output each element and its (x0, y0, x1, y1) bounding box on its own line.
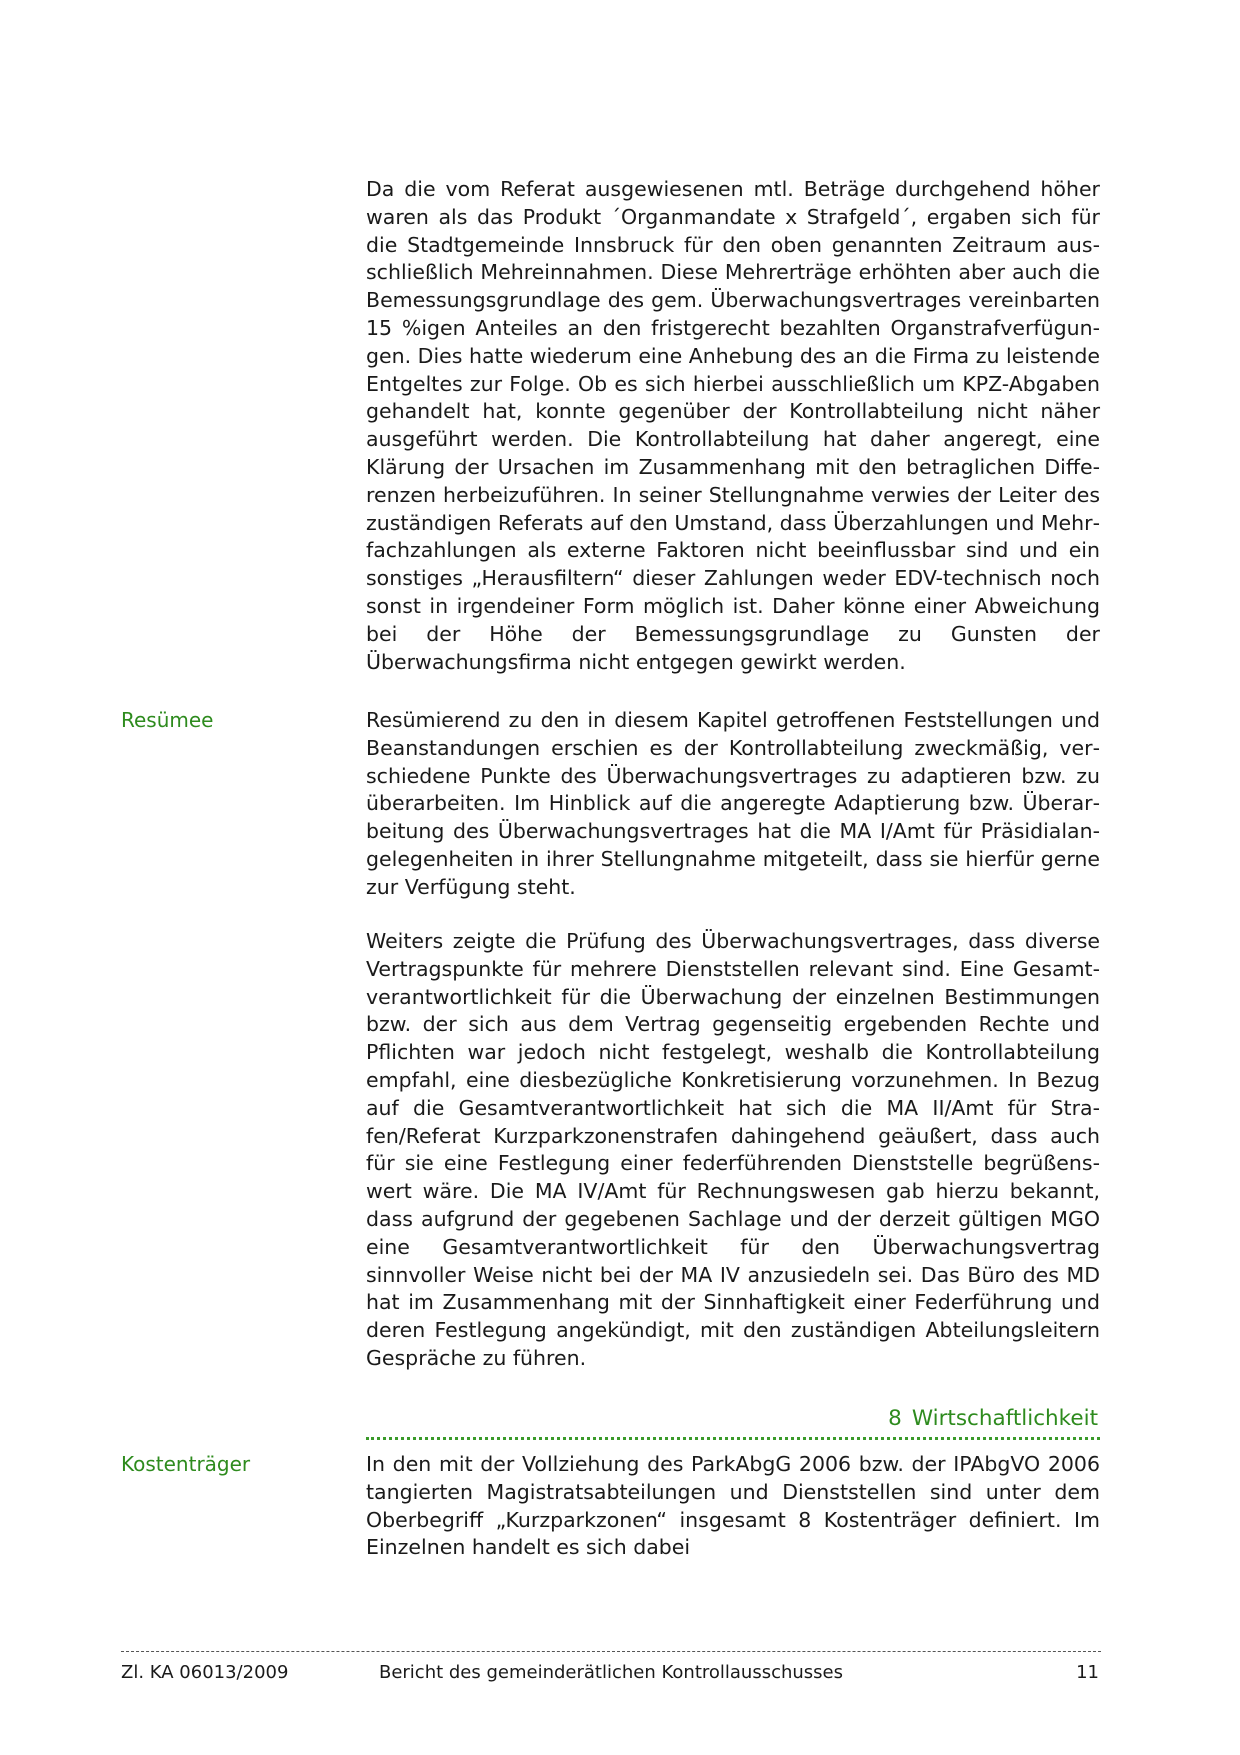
body-column-responsibility (366, 928, 1100, 1373)
paragraph-payments: Da die vom Referat ausgewiesenen mtl. Beträge durchgehend höher waren als das Produkt ´Organmandate x Strafgeld´, ergaben sich für die Stadtgemeinde Innsbruck für den oben genannten Zeitraum ausschließlich Mehreinnahmen. Diese Mehrerträge erhöhten aber auch die Bemessungsgrundlage des gem. Überwachungsvertrages vereinbarten 15 %igen Anteiles an den fristgerecht bezahlten Organstrafverfügungen. Dies hatte wiederum eine Anhebung des an die Firma zu leistende Entgeltes zur Folge. Ob es sich hierbei ausschließlich um KPZ-Abgaben gehandelt hat, konnte gegenüber der Kontrollabteilung nicht näher ausgeführt werden. Die Kontrollabteilung hat daher angeregt, eine Klärung der Ursachen im Zusammenhang mit den betraglichen Differenzen herbeizuführen. In seiner Stellungnahme verwies der Leiter des zuständigen Referats auf den Umstand, dass Überzahlungen und Mehrfachzahlungen als externe Faktoren nicht beeinflussbar sind und ein sonstiges „Herausfiltern“ dieser Zahlungen weder EDV-technisch noch sonst in irgendeiner Form möglich ist. Daher könne einer Abweichung bei der Höhe der Bemessungsgrundlage zu Gunsten der Überwachungsfirma nicht entgegen gewirkt werden. (366, 177, 1100, 674)
body-column-resumee (366, 707, 1100, 902)
page-footer (121, 1659, 1101, 1687)
paragraph-resumee: Resümierend zu den in diesem Kapitel getroffenen Feststellungen und Beanstandungen erschien es der Kontrollabteilung zweckmäßig, verschiedene Punkte des Überwachungsvertrages zu adaptieren bzw. zu überarbeiten. Im Hinblick auf die angeregte Adaptierung bzw. Überarbeitung des Überwachungsvertrages hat die MA I/Amt für Präsidialangelegenheiten in ihrer Stellungnahme mitgeteilt, dass sie hierfür gerne zur Verfügung steht. (366, 708, 1100, 899)
section-heading-dotted-rule (366, 1437, 1100, 1440)
footer-page-number: 11 (1076, 1662, 1099, 1683)
side-label-kostentraeger: Kostenträger (121, 1452, 251, 1476)
section-number: 8 (888, 1406, 902, 1431)
body-column-kostentraeger (366, 1451, 1100, 1562)
footer-reference: Zl. KA 06013/2009 (121, 1662, 289, 1683)
section-title: Wirtschaftlichkeit (911, 1406, 1098, 1431)
paragraph-kostentraeger: In den mit der Vollziehung des ParkAbgG 2006 bzw. der IPAbgVO 2006 tangierten Magistratsabteilungen und Dienststellen sind unter dem Oberbegriff „Kurzparkzonen“ insgesamt 8 Kostenträger definiert. Im Einzelnen handelt es sich dabei (366, 1452, 1100, 1560)
footer-dashed-rule (121, 1651, 1101, 1652)
body-column-top (366, 176, 1100, 676)
paragraph-responsibility: Weiters zeigte die Prüfung des Überwachungsvertrages, dass diverse Vertragspunkte für mehrere Dienststellen relevant sind. Eine Gesamtverantwortlichkeit für die Überwachung der einzelnen Bestimmungen bzw. der sich aus dem Vertrag gegenseitig ergebenden Rechte und Pflichten war jedoch nicht festgelegt, weshalb die Kontrollabteilung empfahl, eine diesbezügliche Konkretisierung vorzunehmen. In Bezug auf die Gesamtverantwortlichkeit hat sich die MA II/Amt für Strafen/Referat Kurzparkzonenstrafen dahingehend geäußert, dass auch für sie eine Festlegung einer federführenden Dienststelle begrüßenswert wäre. Die MA IV/Amt für Rechnungswesen gab hierzu bekannt, dass aufgrund der gegebenen Sachlage und der derzeit gültigen MGO eine Gesamtverantwortlichkeit für den Überwachungsvertrag sinnvoller Weise nicht bei der MA IV anzusiedeln sei. Das Büro des MD hat im Zusammenhang mit der Sinnhaftigkeit einer Federführung und deren Festlegung angekündigt, mit den zuständigen Abteilungsleitern Gespräche zu führen. (366, 929, 1100, 1370)
section-heading-text (366, 1404, 1100, 1434)
footer-report-title: Bericht des gemeinderätlichen Kontrollausschusses (378, 1662, 844, 1683)
section-heading (366, 1404, 1100, 1440)
side-label-resumee: Resümee (121, 708, 214, 732)
